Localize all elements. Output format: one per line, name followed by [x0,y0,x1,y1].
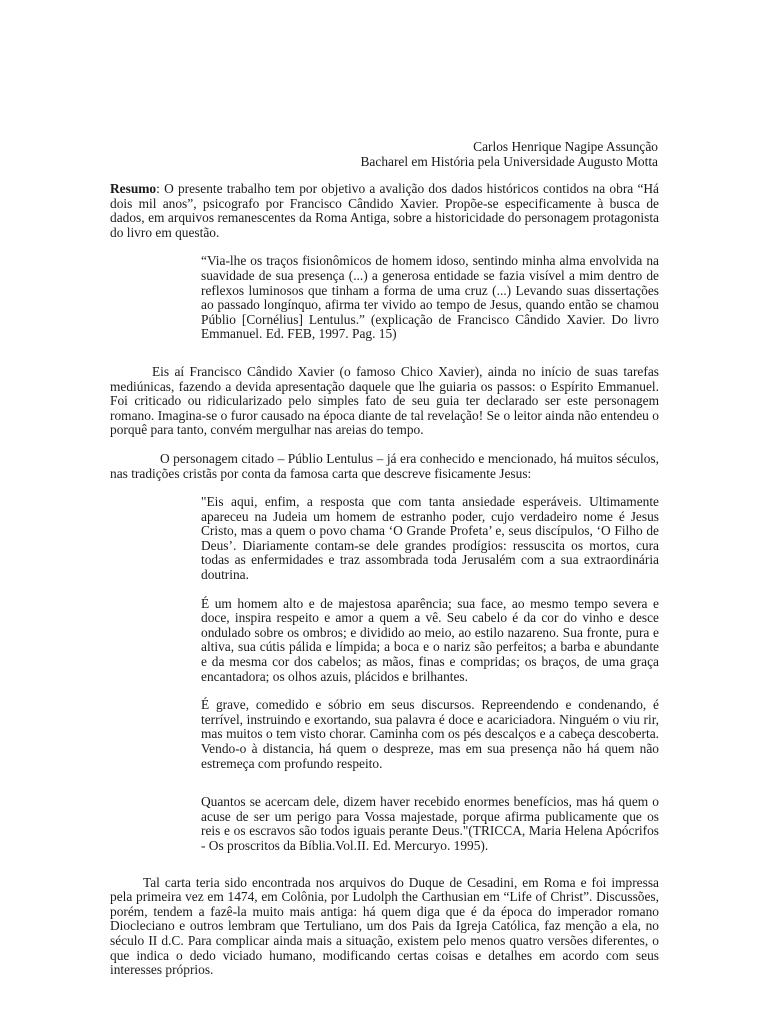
letter-quote-paragraph-3: É grave, comedido e sóbrio em seus discursos. Repreendendo e condenando, é terrível, instruindo e exortando, sua palavra é doce e acariciadora. Ninguém o viu rir, mas muitos o tem visto chorar. Caminha com os pés descalços e a cabeça descoberta. Vendo-o à distancia, há quem o despreze, mas em sua presença não há quem não estremeça com profundo respeito. [201,697,659,771]
author-credential: Bacharel em História pela Universidade Augusto Motta [360,153,658,169]
document-body [110,182,659,978]
body-paragraph-2: O personagem citado – Públio Lentulus – já era conhecido e mencionado, há muitos séculos, nas tradições cristãs por conta da famosa carta que descreve fisicamente Jesus: [110,450,659,481]
emmanuel-quote: “Via-lhe os traços fisionômicos de homem idoso, sentindo minha alma envolvida na suavidade de sua presença (...) a generosa entidade se fazia visível a mim dentro de reflexos luminosos que tinham a forma de uma cruz (...) Levando suas dissertações ao passado longínquo, afirma ter vivido ao tempo de Jesus, quando então se chamou Públio [Cornélius] Lentulus.” (explicação de Francisco Cândido Xavier. Do livro Emmanuel. Ed. FEB, 1997. Pag. 15) [201,253,659,342]
letter-quote-paragraph-2: É um homem alto e de majestosa aparência; sua face, ao mesmo tempo severa e doce, inspira respeito e amor a quem a vê. Seu cabelo é da cor do vinho e desce ondulado sobre os ombros; e dividido ao meio, ao estilo nazareno. Sua fronte, pura e altiva, sua cútis pálida e límpida; a boca e o nariz são perfeitos; a barba e abundante e da mesma cor dos cabelos; as mãos, finas e compridas; os braços, de uma graça encantadora; os olhos azuis, plácidos e brilhantes. [201,595,659,684]
letter-quote-paragraph-1: "Eis aqui, enfim, a resposta que com tanta ansiedade esperáveis. Ultimamente apareceu na Judeia um homem de estranho poder, cujo verdadeiro nome é Jesus Cristo, mas a quem o povo chama ‘O Grande Profeta’ e, seus discípulos, ‘O Filho de Deus’. Diariamente contam-se dele grandes prodígios: ressuscita os mortos, cura todas as enfermidades e traz assombrada toda Jerusalém com a sua extraordinária doutrina. [201,494,659,583]
abstract-text: : O presente trabalho tem por objetivo a avalição dos dados históricos contidos na obra “Há dois mil anos”, psicografo por Francisco Cândido Xavier. Propõe-se especificamente à busca de dados, em arquivos remanescentes da Roma Antiga, sobre a historicidade do personagem protagonista do livro em questão. [110,181,659,240]
body-paragraph-1: Eis aí Francisco Cândido Xavier (o famoso Chico Xavier), ainda no início de suas tarefas mediúnicas, fazendo a devida apresentação daquele que lhe guiaria os passos: o Espírito Emmanuel. Foi criticado ou ridicularizado pelo simples fato de seu guia ter declarado ser este personagem romano. Imagina-se o furor causado na época diante de tal revelação! Se o leitor ainda não entendeu o porquê para tanto, convém mergulhar nas areias do tempo. [110,363,659,438]
body-paragraph-3: Tal carta teria sido encontrada nos arquivos do Duque de Cesadini, em Roma e foi impressa pela primeira vez em 1474, em Colônia, por Ludolph the Carthusian em “Life of Christ”. Discussões, porém, tendem a fazê-la muito mais antiga: há quem diga que é da época do imperador romano Diocleciano e outros lembram que Tertuliano, um dos Pais da Igreja Católica, faz menção a ela, no século II d.C. Para complicar ainda mais a situação, existem pelo menos quatro versões diferentes, o que indica o dedo viciado humano, modificando certas coisas e detalhes em acordo com seus interesses próprios. [110,874,659,978]
author-name: Carlos Henrique Nagipe Assunção [473,139,658,154]
abstract-paragraph [110,182,659,240]
author-block [361,140,659,169]
abstract-label: Resumo [110,181,157,196]
letter-quote-paragraph-4: Quantos se acercam dele, dizem haver recebido enormes benefícios, mas há quem o acuse de ser um perigo para Vossa majestade, porque afirma publicamente que os reis e os escravos são todos iguais perante Deus."(TRICCA, Maria Helena Apócrifos - Os proscritos da Bíblia.Vol.II. Ed. Mercuryo. 1995). [201,794,659,853]
